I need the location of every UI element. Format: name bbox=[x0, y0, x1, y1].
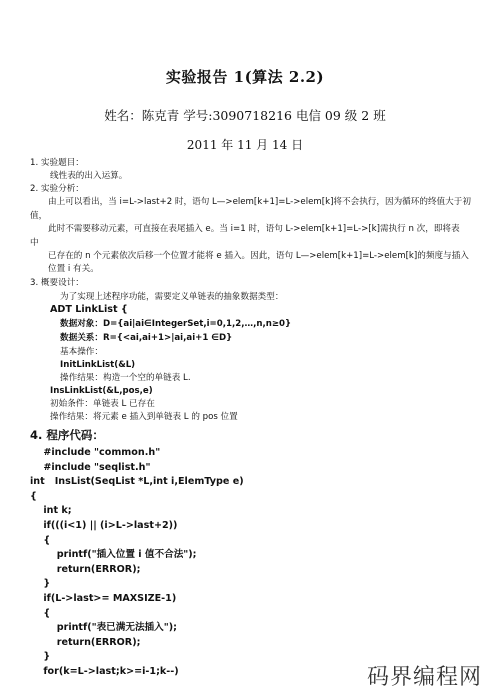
code-line: { bbox=[30, 534, 51, 546]
section-1-body: 线性表的出入运算。 bbox=[50, 171, 128, 181]
adt-data-object: 数据对象：D={ai|ai∈IntegerSet,i=0,1,2,…,n,n≥0} bbox=[60, 319, 292, 329]
code-line: } bbox=[30, 578, 51, 590]
watermark-logo: 码界编程网 bbox=[366, 665, 482, 690]
section-2-line-3: 此时不需要移动元素，可直接在表尾插入 e。当 i=1 时，语句 L->elem[k+1]=L->[k]需执行 n 次，即将表 bbox=[48, 224, 460, 234]
code-line: return(ERROR); bbox=[30, 636, 141, 648]
code-line: int InsList(SeqList *L,int i,ElemType e) bbox=[30, 476, 244, 488]
section-3-line-1: 为了实现上述程序功能，需要定义单链表的抽象数据类型： bbox=[60, 292, 284, 302]
adt-init-op: InitLinkList(&L) bbox=[60, 360, 136, 370]
code-line: #include "common.h" bbox=[30, 447, 161, 458]
code-line: { bbox=[30, 607, 51, 619]
section-2-title: 2. 实验分析： bbox=[30, 184, 84, 194]
section-2-line-1: 由上可以看出，当 i=L->last+2 时，语句 L—>elem[k+1]=L->elem[k]将不会执行，因为循环的终值大于初 bbox=[48, 197, 471, 207]
adt-insert-condition: 初始条件：单链表 L 已存在 bbox=[50, 399, 155, 409]
section-2-line-6: 位置 i 有关。 bbox=[48, 264, 99, 274]
section-4-title: 4. 程序代码： bbox=[30, 428, 104, 442]
adt-insert-result: 操作结果：将元素 e 插入到单链表 L 的 pos 位置 bbox=[50, 412, 238, 422]
code-line: if(L->last>= MAXSIZE-1) bbox=[30, 593, 177, 604]
code-line: #include "seqlist.h" bbox=[30, 461, 151, 473]
adt-data-relation: 数据关系：R={<ai,ai+1>|ai,ai+1 ∈D} bbox=[60, 333, 233, 343]
code-line: printf("表已满无法插入"); bbox=[30, 622, 177, 634]
code-line: if(((i<1) || (i>L->last+2)) bbox=[30, 520, 178, 531]
section-2-line-4: 中 bbox=[30, 238, 39, 248]
adt-insert-op: InsLinkList(&L,pos,e) bbox=[50, 386, 153, 396]
code-line: int k; bbox=[30, 505, 72, 517]
code-line: } bbox=[30, 651, 51, 663]
author-line: 姓名：陈克青 学号:3090718216 电信 09 级 2 班 bbox=[104, 108, 386, 123]
code-line: { bbox=[30, 490, 37, 502]
code-line: printf("插入位置 i 值不合法"); bbox=[30, 549, 197, 561]
code-line: for(k=L->last;k>=i-1;k--) bbox=[30, 666, 179, 677]
section-2-line-5: 已存在的 n 个元素依次后移一个位置才能将 e 插入。因此，语句 L—>elem[k+1]=L->elem[k]的频度与插入 bbox=[48, 251, 469, 261]
code-line: return(ERROR); bbox=[30, 563, 141, 575]
section-3-title: 3. 概要设计： bbox=[30, 278, 84, 288]
report-date: 2011 年 11 月 14 日 bbox=[186, 138, 304, 152]
section-1-title: 1. 实验题目： bbox=[30, 158, 84, 168]
report-title: 实验报告 1(算法 2.2) bbox=[165, 68, 325, 86]
adt-header: ADT LinkList { bbox=[50, 304, 128, 315]
section-2-line-2: 值， bbox=[30, 211, 48, 221]
adt-init-result: 操作结果：构造一个空的单链表 L. bbox=[60, 373, 191, 383]
adt-basic-ops: 基本操作： bbox=[60, 347, 103, 357]
